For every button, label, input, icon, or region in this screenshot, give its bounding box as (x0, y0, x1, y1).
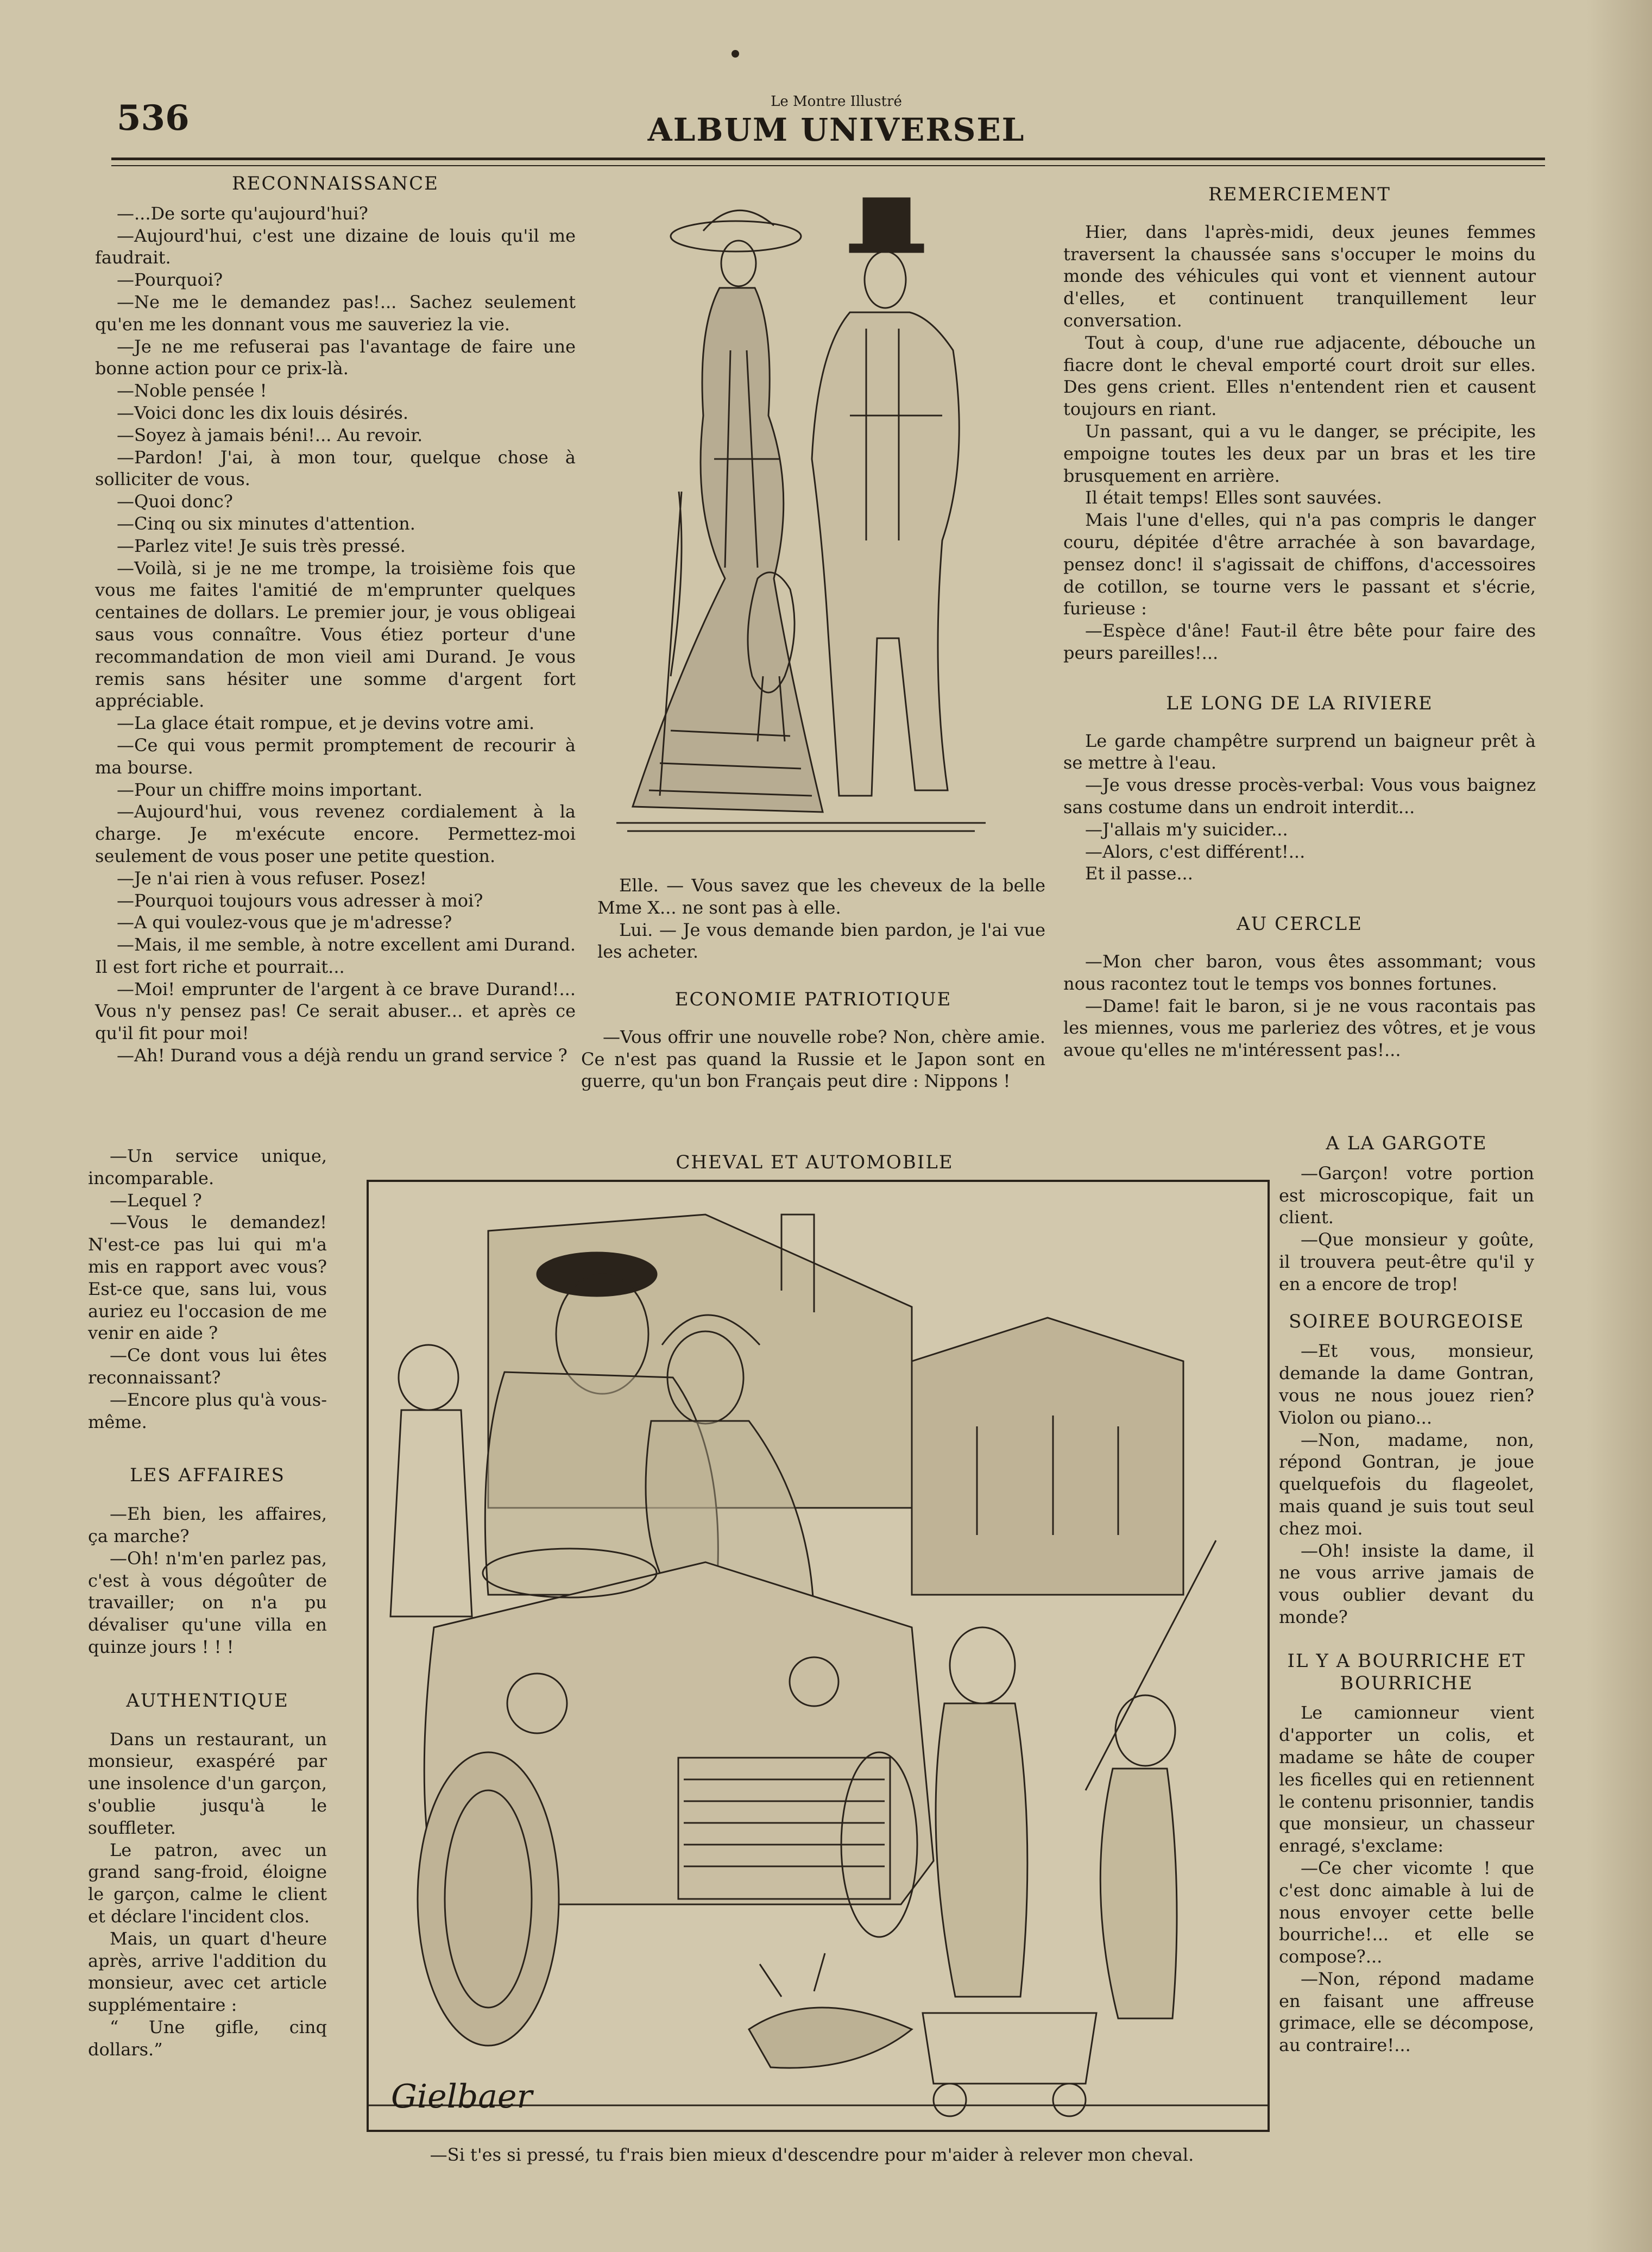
paragraph: —Je ne me refuserai pas l'avantage de faire une bonne action pour ce prix-là. (95, 336, 576, 379)
article-body (1279, 1162, 1534, 1295)
article-body (88, 1145, 327, 1433)
article-economie (581, 989, 1045, 1092)
paragraph: —La glace était rompue, et je devins votre ami. (117, 713, 535, 734)
paragraph: Tout à coup, d'une rue adjacente, débouche un fiacre dont le cheval emporté court droit sur elles. Des gens crient. Elles n'entendent rien et causent toujours en riant. (1063, 332, 1536, 420)
paragraph: —Pourquoi? (117, 269, 223, 291)
masthead-title: ALBUM UNIVERSEL (647, 111, 1025, 148)
article-title: RECONNAISSANCE (232, 173, 439, 194)
paragraph: Le patron, avec un grand sang-froid, éloigne le garçon, calme le client et déclare l'incident clos. (88, 1839, 327, 1927)
article-gargote (1279, 1133, 1534, 2056)
paragraph: —Espèce d'âne! Faut-il être bête pour faire des peurs pareilles!... (1063, 620, 1536, 663)
article-body (88, 1503, 327, 1658)
masthead-kicker: Le Montre Illustré (771, 93, 902, 110)
paragraph: —Dame! fait le baron, si je ne vous racontais pas les miennes, vous me parleriez des vôtres, et je vous avoue qu'elles ne m'intéressent pas!... (1063, 995, 1536, 1061)
paragraph: —Je vous dresse procès-verbal: Vous vous baignez sans costume dans un endroit interdit... (1063, 775, 1536, 817)
paragraph: —Pardon! J'ai, à mon tour, quelque chose à solliciter de vous. (95, 446, 576, 490)
paragraph: —Voilà, si je ne me trompe, la troisième fois que vous me faites l'amitié de m'emprunter quelques centaines de dollars. Le premier jour, je vous obligeai saus vous connaître. Vous étiez porteur d'une recommandation de mon vieil ami Durand. Je vous remis sans hésiter une somme d'argent fort appréciable. (95, 557, 576, 712)
paragraph: Hier, dans l'après-midi, deux jeunes femmes traversent la chaussée sans s'occuper le moins du monde des véhicules qui vont et viennent autour d'elles, et continuent tranquillement leur conversation. (1063, 221, 1536, 331)
paragraph: —Moi! emprunter de l'argent à ce brave Durand!... Vous n'y pensez pas! Ce serait abuser... et après ce qu'il fit pour moi! (95, 978, 576, 1044)
article-title: LE LONG DE LA RIVIERE (1166, 692, 1433, 714)
paragraph: —Pourquoi toujours vous adresser à moi? (117, 890, 483, 911)
article-reconnaissance-continued (88, 1145, 327, 2060)
paragraph: Dans un restaurant, un monsieur, exaspéré par une insolence d'un garçon, s'oublie jusqu'à le souffleter. (88, 1728, 327, 1838)
paragraph: “ Une gifle, cinq dollars.” (88, 2016, 327, 2060)
paragraph: —Je n'ai rien à vous refuser. Posez! (117, 867, 427, 889)
paragraph: —Mon cher baron, vous êtes assommant; vous nous racontez tout le temps vos bonnes fortunes. (1063, 951, 1536, 994)
couple-illustration (595, 187, 1007, 845)
paragraph: —Ce cher vicomte ! que c'est donc aimable à lui de nous envoyer cette belle bourriche!... et elle se compose?... (1279, 1857, 1534, 1967)
article-reconnaissance (95, 173, 576, 1067)
paragraph: —Eh bien, les affaires, ça marche? (88, 1504, 327, 1546)
article-title: ECONOMIE PATRIOTIQUE (674, 989, 952, 1010)
page-number: 536 (117, 98, 190, 139)
article-title: IL Y A BOURRICHE ET BOURRICHE (1287, 1650, 1526, 1694)
paragraph: —A qui voulez-vous que je m'adresse? (117, 912, 452, 933)
illustration-caption-bottom: —Si t'es si pressé, tu f'rais bien mieux d'descendre pour m'aider à relever mon cheval. (430, 2144, 1194, 2165)
paragraph: —J'allais m'y suicider... (1085, 819, 1288, 840)
article-body (581, 1026, 1045, 1092)
article-body (1279, 1702, 1534, 2056)
paragraph: Il était temps! Elles sont sauvées. (1085, 487, 1382, 508)
article-title: AUTHENTIQUE (126, 1689, 289, 1712)
paragraph: —Cinq ou six minutes d'attention. (117, 513, 415, 534)
paragraph: Le garde champêtre surprend un baigneur prêt à se mettre à l'eau. (1063, 730, 1536, 773)
article-title: REMERCIEMENT (1208, 184, 1391, 205)
illustration-caption-top (597, 875, 1045, 963)
paragraph: Mais l'une d'elles, qui n'a pas compris le danger couru, dépitée d'être arrachée à son bavardage, pensez donc! il s'agissait de chiffons, d'accessoires de cotillon, se tourne vers le passant et s'écrie, furieuse : (1063, 509, 1536, 619)
article-title: AU CERCLE (1237, 913, 1363, 935)
header-rule-thin (111, 165, 1545, 166)
article-body (95, 203, 576, 1067)
paragraph: Lui. — Je vous demande bien pardon, je l'ai vue les acheter. (597, 919, 1045, 963)
paragraph: —Soyez à jamais béni!... Au revoir. (117, 424, 423, 445)
paragraph: —Garçon! votre portion est microscopique, fait un client. (1279, 1162, 1534, 1228)
paragraph: Elle. — Vous savez que les cheveux de la belle Mme X... ne sont pas à elle. (597, 875, 1045, 918)
article-body (1063, 951, 1536, 1061)
paragraph: —Oh! n'm'en parlez pas, c'est à vous dégoûter de travailler; on n'a pu dévaliser qu'une villa en quinze jours ! ! ! (88, 1548, 327, 1657)
article-body (1279, 1340, 1534, 1628)
paragraph: —Non, madame, non, répond Gontran, je joue quelquefois du flageolet, mais quand je suis tout seul chez moi. (1279, 1429, 1534, 1539)
article-body (1063, 221, 1536, 664)
article-body (1063, 730, 1536, 885)
paragraph: —Parlez vite! Je suis très pressé. (117, 535, 406, 556)
paragraph: —Un service unique, incomparable. (88, 1146, 327, 1188)
ink-spot (732, 50, 739, 58)
car-and-horse-illustration (367, 1180, 1270, 2132)
paragraph: —Ah! Durand vous a déjà rendu un grand service ? (117, 1045, 568, 1066)
woman-hat-icon (671, 221, 801, 251)
artist-signature: Gielbaer (391, 2078, 533, 2116)
paragraph: —Ce qui vous permit promptement de recourir à ma bourse. (95, 734, 576, 778)
paragraph: —Oh! insiste la dame, il ne vous arrive jamais de vous oublier devant du monde? (1279, 1540, 1534, 1627)
paragraph: —Vous offrir une nouvelle robe? Non, chère amie. Ce n'est pas quand la Russie et le Japon sont en guerre, qu'un bon Français peut dire : Nippons ! (581, 1026, 1045, 1092)
paragraph: —...De sorte qu'aujourd'hui? (117, 203, 368, 224)
article-body (88, 1728, 327, 2061)
paragraph: Un passant, qui a vu le danger, se précipite, les empoigne toutes les deux par un bras et les tire brusquement en arrière. (1063, 420, 1536, 486)
paragraph: —Que monsieur y goûte, il trouvera peut-être qu'il y en a encore de trop! (1279, 1229, 1534, 1294)
header-rule-thick (111, 158, 1545, 160)
paragraph: —Voici donc les dix louis désirés. (117, 402, 408, 423)
paragraph: —Ce dont vous lui êtes reconnaissant? (88, 1345, 327, 1388)
paragraph: Et il passe... (1085, 863, 1193, 884)
paragraph: Mais, un quart d'heure après, arrive l'addition du monsieur, avec cet article supplémentaire : (88, 1928, 327, 2016)
paragraph: —Ne me le demandez pas!... Sachez seulement qu'en me les donnant vous me sauveriez la vie. (95, 291, 576, 335)
paragraph: —Quoi donc? (117, 491, 233, 512)
paragraph: —Aujourd'hui, vous revenez cordialement à la charge. Je m'exécute encore. Permettez-moi seulement de vous poser une petite question. (95, 801, 576, 866)
article-title: SOIREE BOURGEOISE (1289, 1310, 1524, 1332)
article-title: A LA GARGOTE (1326, 1133, 1487, 1154)
paragraph: —Alors, c'est différent!... (1085, 841, 1306, 862)
paragraph: —Aujourd'hui, c'est une dizaine de louis qu'il me faudrait. (95, 225, 576, 268)
paragraph: —Encore plus qu'à vous-même. (88, 1389, 327, 1432)
paragraph: —Vous le demandez! N'est-ce pas lui qui m'a mis en rapport avec vous? Est-ce que, sans lui, vous auriez eu l'occasion de me venir en aide ? (88, 1212, 327, 1344)
illustration-title: CHEVAL ET AUTOMOBILE (676, 1152, 954, 1173)
page-gutter-shadow (1587, 0, 1652, 2252)
paragraph: —Lequel ? (110, 1190, 202, 1211)
caption-text (597, 875, 1045, 963)
paragraph: —Pour un chiffre moins important. (117, 779, 423, 800)
paragraph: —Et vous, monsieur, demande la dame Gontran, vous ne nous jouez rien? Violon ou piano... (1279, 1341, 1534, 1428)
paragraph: —Noble pensée ! (117, 380, 267, 401)
paragraph: —Mais, il me semble, à notre excellent ami Durand. Il est fort riche et pourrait... (95, 934, 576, 977)
article-remerciement (1063, 184, 1536, 1061)
paragraph: Le camionneur vient d'apporter un colis, et madame se hâte de couper les ficelles qui en retiennent le contenu prisonnier, tandis que monsieur, un chasseur enragé, s'exclame: (1279, 1702, 1534, 1857)
article-title: LES AFFAIRES (130, 1464, 285, 1487)
paragraph: —Non, répond madame en faisant une affreuse grimace, elle se décompose, au contraire!... (1279, 1968, 1534, 2056)
